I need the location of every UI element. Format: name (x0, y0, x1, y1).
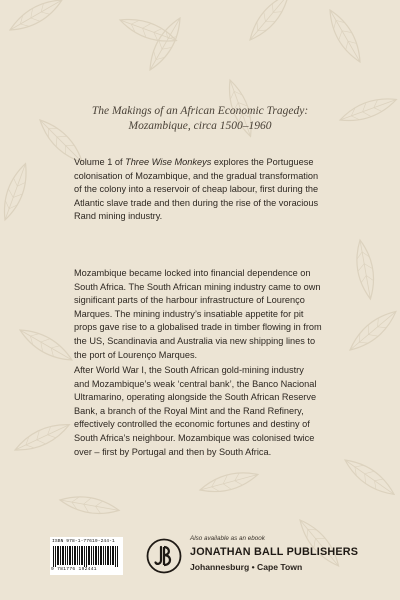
paragraph-line: the US, Scandinavia and Australia via new shipping lines to (74, 335, 316, 346)
paragraph-line: effectively controlled the economic fortunes and destiny of (74, 419, 310, 430)
subtitle-line-2: Mozambique, circa 1500–1960 (128, 120, 272, 132)
ebook-availability-note: Also available as an ebook (190, 535, 265, 542)
paragraph-line: South Africa. The South African mining industry came to own (74, 281, 321, 292)
blurb-paragraph-2 (74, 267, 336, 362)
paragraph-line: the port of Lourenço Marques. (74, 349, 198, 360)
book-title: Three Wise Monkeys (125, 157, 212, 167)
paragraph-line: of the colony into a reservoir of cheap labour, first during the (74, 184, 319, 195)
paragraph-line: Marques. The mining industry’s insatiable appetite for pit (74, 308, 304, 319)
publisher-name: JONATHAN BALL PUBLISHERS (190, 546, 359, 558)
blurb-paragraph-1 (74, 156, 336, 224)
publisher-logo-icon (146, 538, 182, 574)
publisher-cities: Johannesburg • Cape Town (190, 562, 303, 572)
paragraph-line: South Africa’s neighbour. Mozambique was colonised twice (74, 432, 315, 443)
book-subtitle (60, 104, 340, 134)
barcode-digits: 9 781776 192441 (51, 567, 97, 572)
paragraph-line: Atlantic slave trade and then during the rise of the voracious (74, 197, 319, 208)
blurb-paragraph-3 (74, 364, 336, 459)
paragraph-line: over – first by Portugal and then by South Africa. (74, 446, 272, 457)
paragraph-line: Rand mining industry. (74, 211, 163, 222)
subtitle-line-1: The Makings of an African Economic Tragedy: (91, 105, 309, 117)
paragraph-line: Volume 1 of Three Wise Monkeys explores the Portuguese (74, 157, 314, 167)
paragraph-line: Ultramarino, operating alongside the South African Reserve (74, 392, 317, 403)
isbn-label: ISBN 978-1-77619-244-1 (52, 539, 115, 544)
paragraph-line: Bank, a branch of the Royal Mint and the Rand Refinery, (74, 405, 304, 416)
paragraph-line: After World War I, the South African gold-mining industry (74, 365, 304, 375)
paragraph-line: colonisation of Mozambique, and the gradual transformation (74, 170, 319, 181)
isbn-barcode (50, 537, 123, 575)
barcode-bars (52, 546, 121, 567)
paragraph-line: props gave rise to a globalised trade in timber flowing in from (74, 322, 322, 333)
paragraph-line: significant parts of the harbour infrastructure of Lourenço (74, 295, 305, 306)
paragraph-line: Mozambique became locked into financial dependence on (74, 268, 311, 278)
paragraph-line: and Mozambique’s weak ‘central bank’, the Banco Nacional (74, 378, 317, 389)
